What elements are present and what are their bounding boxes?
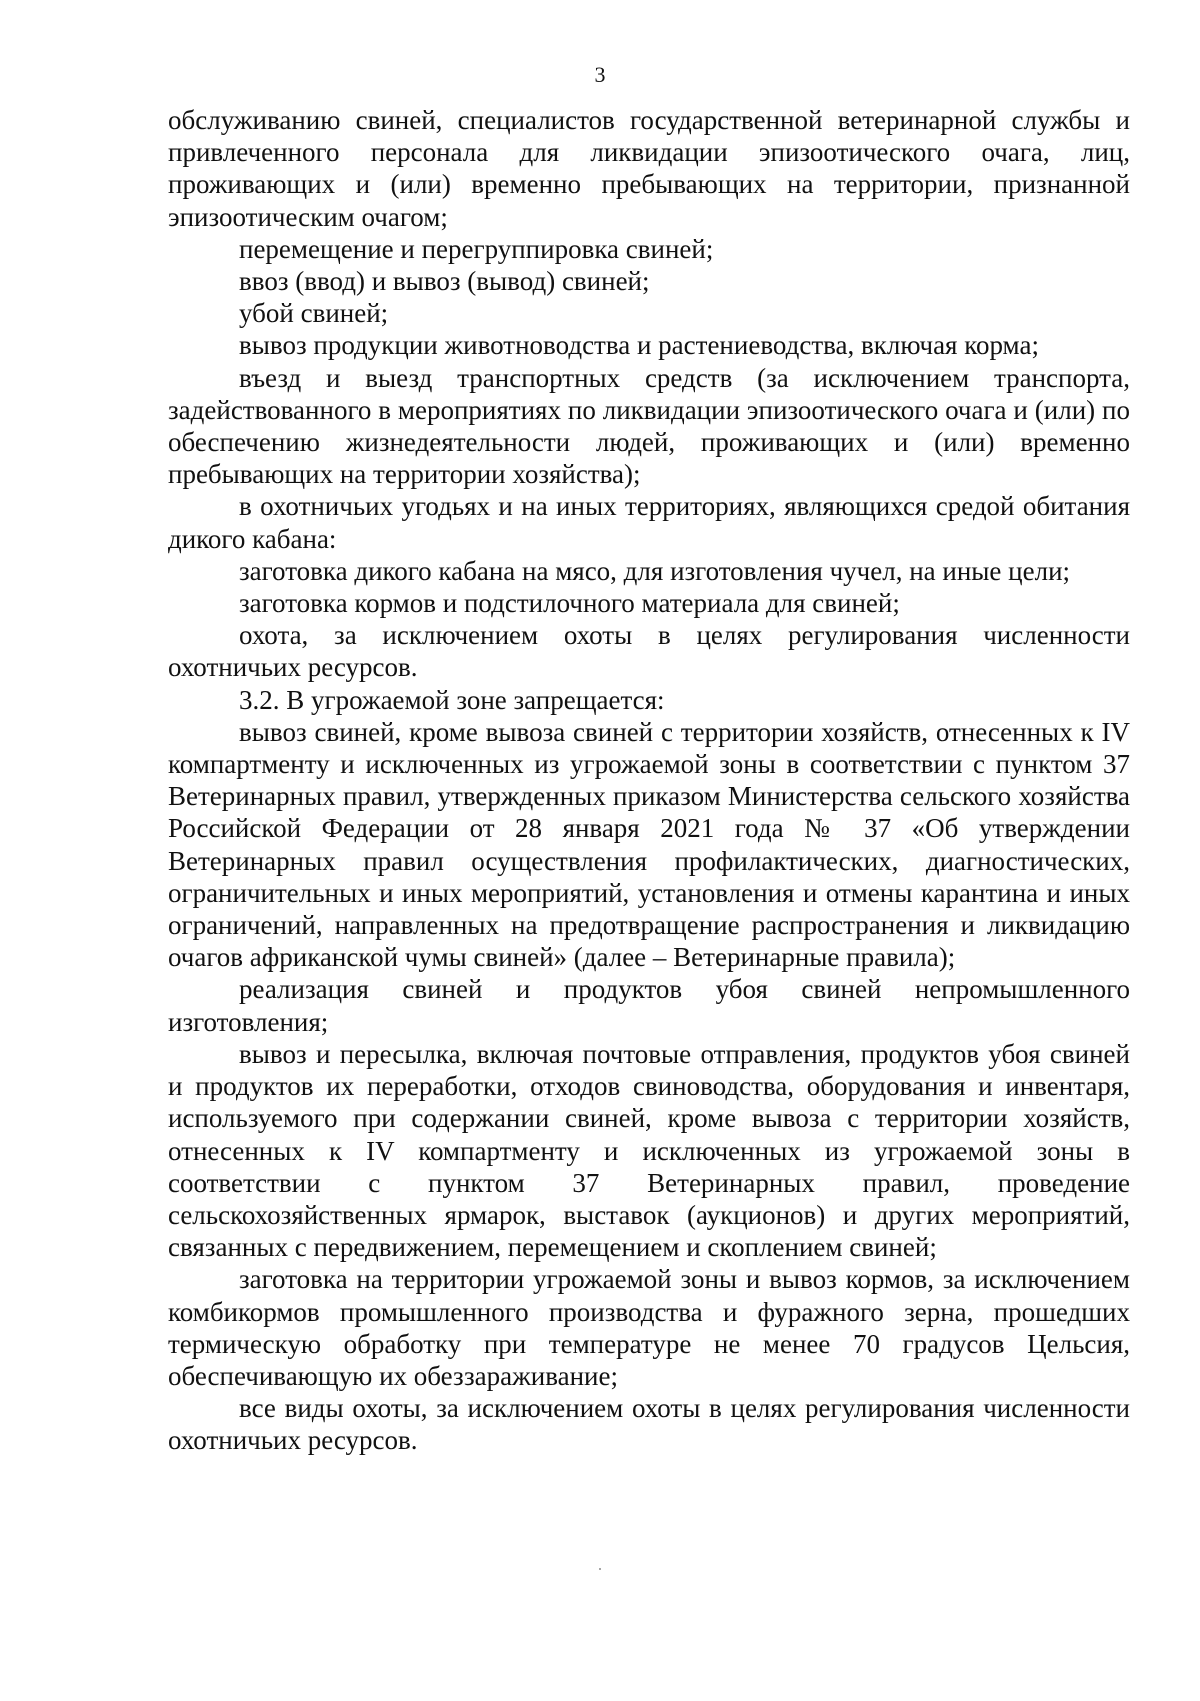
page-number: 3: [594, 62, 606, 87]
paragraph: заготовка на территории угрожаемой зоны и вывоз кормов, за исключением комбикормов промышленного производства и фуражного зерна, прошедших термическую обработку при температуре не менее 70 градусов Цельсия, обеспечивающую их обеззараживание;: [168, 1264, 1130, 1391]
paragraph: вывоз свиней, кроме вывоза свиней с территории хозяйств, отнесенных к IV компартменту и исключенных из угрожаемой зоны в соответствии с пунктом 37 Ветеринарных правил, утвержденных приказом Министерства сельского хозяйства Российской Федерации от 28 января 2021 года № 37 «Об утверждении Ветеринарных правил осуществления профилактических, диагностических, ограничительных и иных мероприятий, установления и отмены карантина и иных ограничений, направленных на предотвращение распространения и ликвидацию очагов африканской чумы свиней» (далее – Ветеринарные правила);: [168, 716, 1130, 973]
scan-speck: [599, 1568, 601, 1570]
paragraph: вывоз продукции животноводства и растениеводства, включая корма;: [239, 330, 1039, 361]
paragraph: убой свиней;: [239, 298, 389, 329]
paragraph: заготовка дикого кабана на мясо, для изготовления чучел, на иные цели;: [239, 555, 1071, 586]
paragraph: въезд и выезд транспортных средств (за исключением транспорта, задействованного в мероприятиях по ликвидации эпизоотического очага и (или) по обеспечению жизнедеятельности людей, проживающих и (или) временно пребывающих на территории хозяйства);: [168, 362, 1130, 490]
paragraph: реализация свиней и продуктов убоя свиней непромышленного изготовления;: [168, 974, 1130, 1037]
paragraph: заготовка кормов и подстилочного материала для свиней;: [239, 588, 900, 619]
document-body: [168, 104, 1130, 1457]
paragraph: в охотничьих угодьях и на иных территориях, являющихся средой обитания дикого кабана:: [168, 491, 1130, 554]
paragraph-continuation: обслуживанию свиней, специалистов государственной ветеринарной службы и привлеченного персонала для ликвидации эпизоотического очага, лиц, проживающих и (или) временно пребывающих на территории, признанной эпизоотическим очагом;: [168, 105, 1130, 232]
paragraph: все виды охоты, за исключением охоты в целях регулирования численности охотничьих ресурсов.: [168, 1393, 1130, 1456]
section-heading: 3.2. В угрожаемой зоне запрещается:: [239, 684, 665, 715]
paragraph: ввоз (ввод) и вывоз (вывод) свиней;: [239, 266, 650, 297]
paragraph: вывоз и пересылка, включая почтовые отправления, продуктов убоя свиней и продуктов их переработки, отходов свиноводства, оборудования и инвентаря, используемого при содержании свиней, кроме вывоза с территории хозяйств, отнесенных к IV компартменту и исключенных из угрожаемой зоны в соответствии с пунктом 37 Ветеринарных правил, проведение сельскохозяйственных ярмарок, выставок (аукционов) и других мероприятий, связанных с передвижением, перемещением и скоплением свиней;: [168, 1038, 1130, 1263]
paragraph: перемещение и перегруппировка свиней;: [239, 233, 714, 264]
paragraph: охота, за исключением охоты в целях регулирования численности охотничьих ресурсов.: [168, 620, 1130, 683]
